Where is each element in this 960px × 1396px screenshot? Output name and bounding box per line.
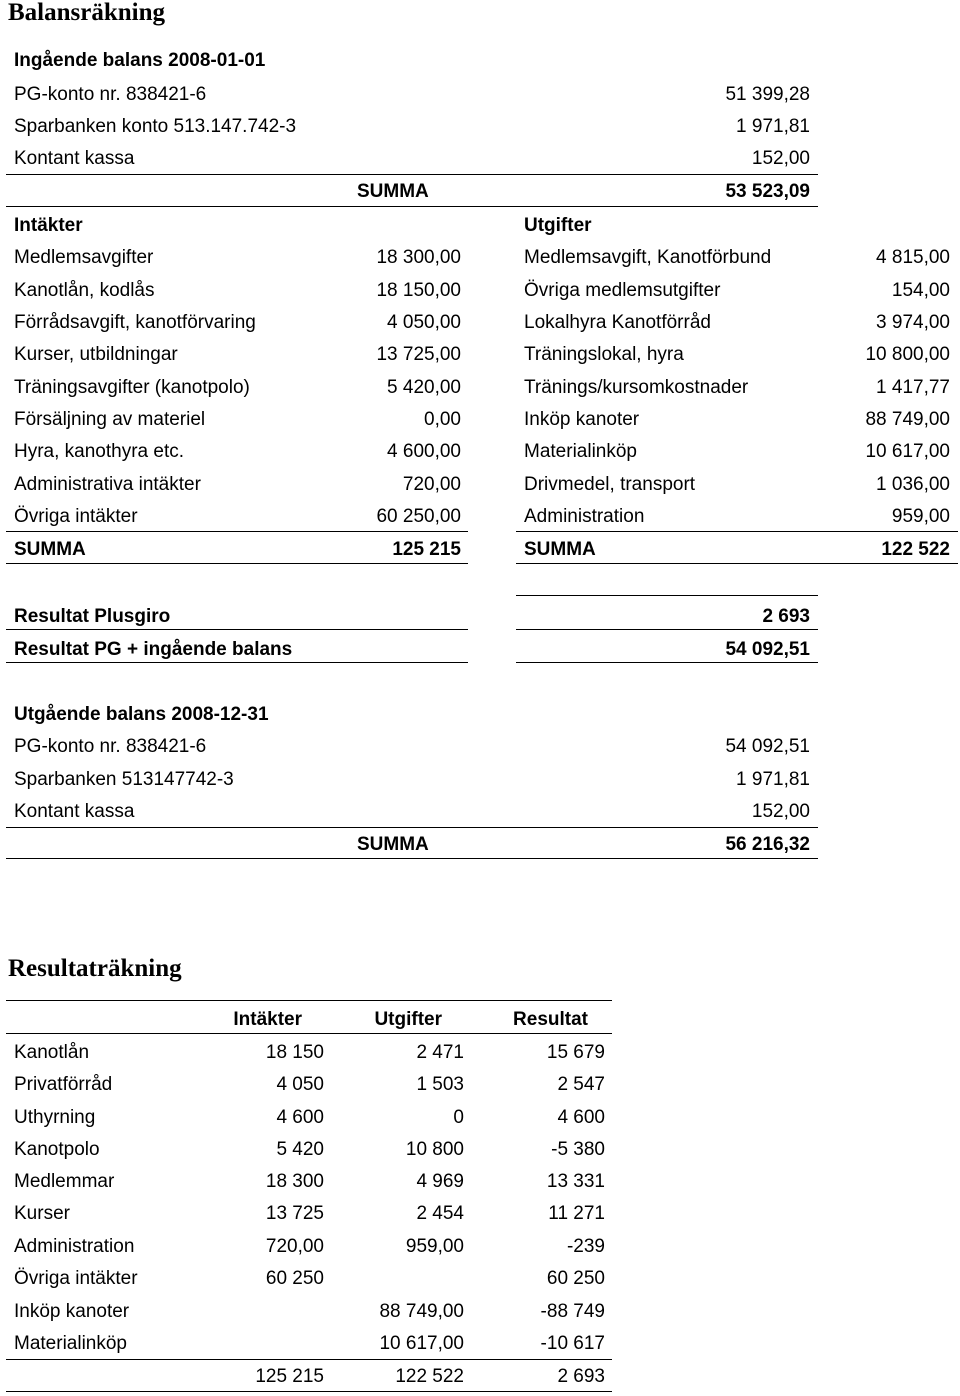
is-row-result-8: -88 749 (540, 1301, 605, 1322)
is-row-result-2: 4 600 (557, 1107, 605, 1128)
income-value-8: 60 250,00 (376, 506, 461, 527)
is-header-result: Resultat (513, 1009, 588, 1030)
opening-heading: Ingående balans 2008-01-01 (14, 50, 266, 71)
closing-divider (6, 827, 818, 828)
is-row-result-1: 2 547 (557, 1074, 605, 1095)
expense-label-5: Inköp kanoter (524, 409, 640, 430)
is-row-label-9: Materialinköp (14, 1333, 127, 1354)
income-statement-title: Resultaträkning (8, 955, 182, 982)
closing-value-2: 152,00 (751, 801, 810, 822)
expense-label-4: Tränings/kursomkostnader (524, 377, 749, 398)
income-divider (6, 531, 468, 532)
opening-label-1: Sparbanken konto 513.147.742-3 (14, 116, 297, 137)
is-row-label-8: Inköp kanoter (14, 1301, 130, 1322)
is-top-rule (6, 1000, 612, 1001)
is-row-label-4: Medlemmar (14, 1171, 115, 1192)
result-value-1-underline (516, 662, 818, 663)
is-bottom-rule (6, 1391, 612, 1392)
is-row-expense-5: 2 454 (416, 1203, 464, 1224)
expense-value-5: 88 749,00 (865, 409, 950, 430)
opening-value-1: 1 971,81 (736, 116, 810, 137)
expense-label-8: Administration (524, 506, 645, 527)
expense-value-0: 4 815,00 (876, 247, 950, 268)
is-row-result-4: 13 331 (546, 1171, 605, 1192)
income-label-5: Försäljning av materiel (14, 409, 206, 430)
is-row-result-0: 15 679 (546, 1042, 605, 1063)
is-row-result-7: 60 250 (546, 1268, 605, 1289)
is-row-expense-9: 10 617,00 (379, 1333, 464, 1354)
income-label-0: Medlemsavgifter (14, 247, 154, 268)
expense-label-0: Medlemsavgift, Kanotförbund (524, 247, 772, 268)
opening-sum-underline (6, 206, 818, 207)
is-row-expense-4: 4 969 (416, 1171, 464, 1192)
is-row-income-2: 4 600 (276, 1107, 324, 1128)
income-label-3: Kurser, utbildningar (14, 344, 178, 365)
is-row-label-5: Kurser (14, 1203, 70, 1224)
is-total-income: 125 215 (255, 1366, 324, 1387)
expense-label-1: Övriga medlemsutgifter (524, 280, 721, 301)
expenses-heading: Utgifter (524, 215, 592, 236)
expense-sum-label: SUMMA (524, 539, 596, 560)
is-row-income-1: 4 050 (276, 1074, 324, 1095)
income-sum-label: SUMMA (14, 539, 86, 560)
closing-sum-underline (6, 858, 818, 859)
is-row-label-0: Kanotlån (14, 1042, 90, 1063)
closing-heading: Utgående balans 2008-12-31 (14, 704, 269, 725)
expense-sum-value: 122 522 (881, 539, 950, 560)
expense-sum-underline (516, 563, 958, 564)
is-totals-rule (6, 1359, 612, 1360)
income-label-7: Administrativa intäkter (14, 474, 201, 495)
income-value-4: 5 420,00 (387, 377, 461, 398)
is-row-result-6: -239 (566, 1236, 605, 1257)
income-value-3: 13 725,00 (376, 344, 461, 365)
result-value-0: 2 693 (762, 606, 810, 627)
income-heading: Intäkter (14, 215, 83, 236)
opening-label-2: Kontant kassa (14, 148, 135, 169)
is-total-result: 2 693 (557, 1366, 605, 1387)
opening-divider (6, 174, 818, 175)
results-top-rule (516, 595, 818, 596)
income-label-1: Kanotlån, kodlås (14, 280, 155, 301)
expense-value-3: 10 800,00 (865, 344, 950, 365)
is-row-label-7: Övriga intäkter (14, 1268, 138, 1289)
is-row-income-5: 13 725 (265, 1203, 324, 1224)
income-label-6: Hyra, kanothyra etc. (14, 441, 185, 462)
income-value-6: 4 600,00 (387, 441, 461, 462)
income-label-4: Träningsavgifter (kanotpolo) (14, 377, 250, 398)
result-label-0: Resultat Plusgiro (14, 606, 171, 627)
result-label-1-underline (6, 662, 468, 663)
result-value-0-underline (516, 629, 818, 630)
expense-label-6: Materialinköp (524, 441, 637, 462)
closing-label-2: Kontant kassa (14, 801, 135, 822)
is-total-expense: 122 522 (395, 1366, 464, 1387)
income-sum-value: 125 215 (392, 539, 461, 560)
is-row-expense-2: 0 (453, 1107, 464, 1128)
expense-value-6: 10 617,00 (865, 441, 950, 462)
is-row-expense-0: 2 471 (416, 1042, 464, 1063)
is-row-expense-3: 10 800 (405, 1139, 464, 1160)
is-row-income-6: 720,00 (265, 1236, 324, 1257)
expense-divider (516, 531, 958, 532)
closing-value-0: 54 092,51 (725, 736, 810, 757)
income-label-2: Förrådsavgift, kanotförvaring (14, 312, 256, 333)
opening-sum-label: SUMMA (357, 181, 429, 202)
is-row-label-2: Uthyrning (14, 1107, 96, 1128)
is-row-result-9: -10 617 (540, 1333, 605, 1354)
income-label-8: Övriga intäkter (14, 506, 138, 527)
closing-label-1: Sparbanken 513147742-3 (14, 769, 234, 790)
expense-value-4: 1 417,77 (876, 377, 950, 398)
closing-sum-value: 56 216,32 (725, 834, 810, 855)
opening-sum-value: 53 523,09 (725, 181, 810, 202)
is-row-income-3: 5 420 (276, 1139, 324, 1160)
is-header-expense: Utgifter (374, 1009, 442, 1030)
is-row-label-6: Administration (14, 1236, 135, 1257)
opening-label-0: PG-konto nr. 838421-6 (14, 84, 207, 105)
opening-value-2: 152,00 (751, 148, 810, 169)
income-value-0: 18 300,00 (376, 247, 461, 268)
is-row-income-4: 18 300 (265, 1171, 324, 1192)
opening-value-0: 51 399,28 (725, 84, 810, 105)
is-row-result-5: 11 271 (548, 1203, 605, 1224)
income-sum-underline (6, 563, 468, 564)
expense-label-7: Drivmedel, transport (524, 474, 696, 495)
income-value-1: 18 150,00 (376, 280, 461, 301)
closing-sum-label: SUMMA (357, 834, 429, 855)
income-value-2: 4 050,00 (387, 312, 461, 333)
is-header-income: Intäkter (233, 1009, 302, 1030)
expense-value-1: 154,00 (891, 280, 950, 301)
income-value-7: 720,00 (402, 474, 461, 495)
is-row-label-1: Privatförråd (14, 1074, 113, 1095)
expense-value-7: 1 036,00 (876, 474, 950, 495)
is-row-income-7: 60 250 (265, 1268, 324, 1289)
is-row-expense-6: 959,00 (405, 1236, 464, 1257)
expense-value-2: 3 974,00 (876, 312, 950, 333)
is-header-rule (6, 1033, 612, 1034)
is-row-expense-8: 88 749,00 (379, 1301, 464, 1322)
result-label-0-underline (6, 629, 468, 630)
balance-title: Balansräkning (8, 0, 166, 26)
result-value-1: 54 092,51 (725, 639, 810, 660)
closing-label-0: PG-konto nr. 838421-6 (14, 736, 207, 757)
closing-value-1: 1 971,81 (736, 769, 810, 790)
is-row-income-0: 18 150 (265, 1042, 324, 1063)
income-value-5: 0,00 (424, 409, 461, 430)
result-label-1: Resultat PG + ingående balans (14, 639, 293, 660)
expense-value-8: 959,00 (891, 506, 950, 527)
is-row-label-3: Kanotpolo (14, 1139, 100, 1160)
is-row-expense-1: 1 503 (416, 1074, 464, 1095)
is-row-result-3: -5 380 (551, 1139, 605, 1160)
expense-label-2: Lokalhyra Kanotförråd (524, 312, 711, 333)
expense-label-3: Träningslokal, hyra (524, 344, 684, 365)
